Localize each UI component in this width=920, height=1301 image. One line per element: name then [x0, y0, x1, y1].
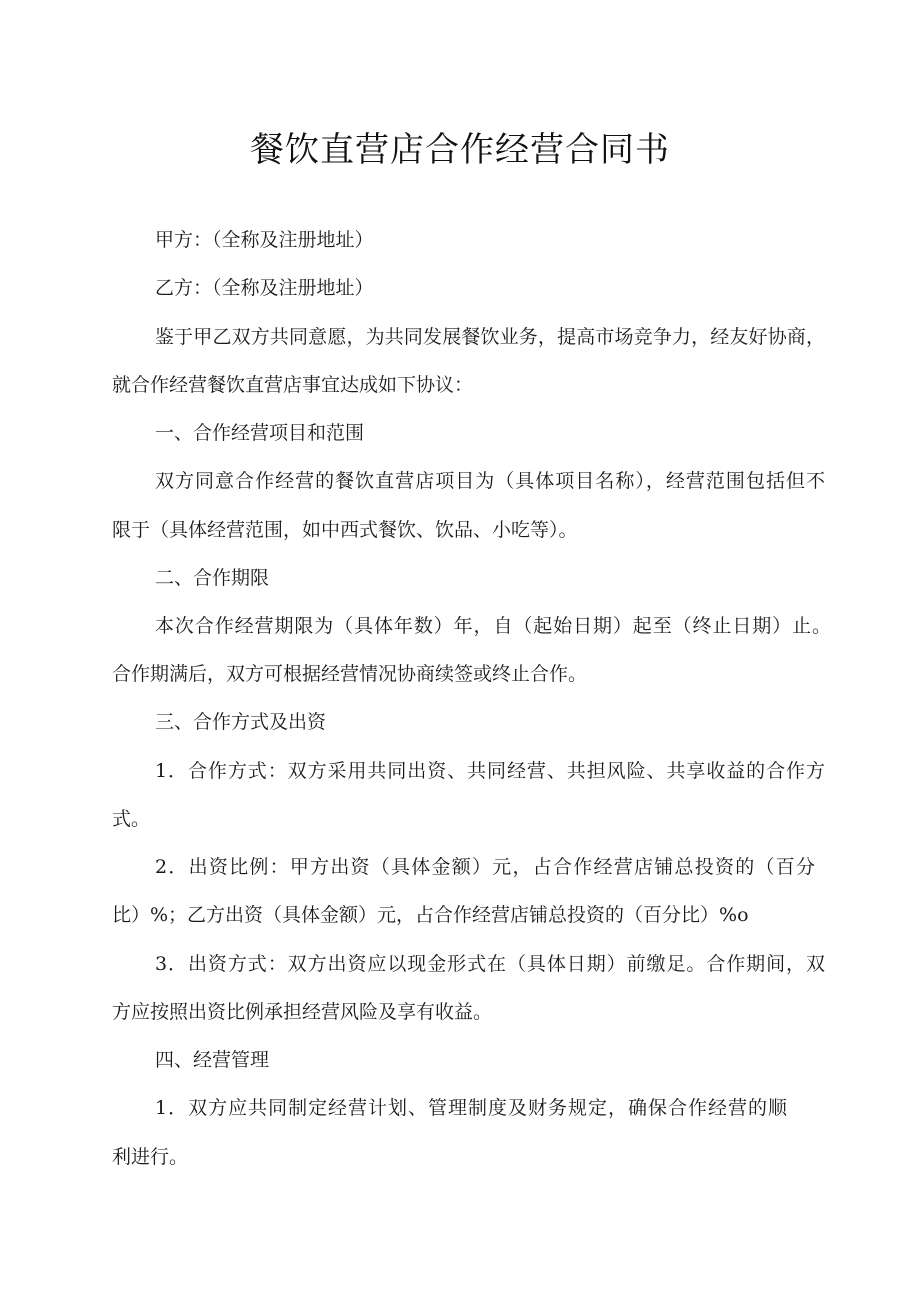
section-3-item-1-line-1: 1．合作方式：双方采用共同出资、共同经营、共担风险、共享收益的合作方: [155, 760, 825, 782]
section-2-line-2: 合作期满后，双方可根据经营情况协商续签或终止合作。: [112, 663, 588, 685]
section-1-heading: 一、合作经营项目和范围: [155, 422, 365, 444]
section-1-line-1: 双方同意合作经营的餐饮直营店项目为（具体项目名称），经营范围包括但不: [155, 470, 825, 492]
section-4-item-1-line-2: 利进行。: [112, 1146, 189, 1168]
party-a-line: 甲方：（全称及注册地址）: [155, 229, 374, 251]
section-4-heading: 四、经营管理: [155, 1049, 270, 1071]
party-b-line: 乙方：（全称及注册地址）: [155, 277, 374, 299]
section-2-heading: 二、合作期限: [155, 567, 270, 589]
section-3-item-2-line-2: 比）%；乙方出资（具体金额）元，占合作经营店铺总投资的（百分比）%o: [112, 904, 749, 926]
section-1-line-2: 限于（具体经营范围，如中西式餐饮、饮品、小吃等）。: [112, 519, 578, 541]
section-3-item-2-line-1: 2．出资比例：甲方出资（具体金额）元，占合作经营店铺总投资的（百分: [155, 856, 815, 878]
section-3-item-1-line-2: 式。: [112, 808, 151, 830]
section-4-item-1-line-1: 1．双方应共同制定经营计划、管理制度及财务规定，确保合作经营的顺: [155, 1097, 787, 1119]
section-2-line-1: 本次合作经营期限为（具体年数）年，自（起始日期）起至（终止日期）止。: [155, 615, 831, 637]
section-3-heading: 三、合作方式及出资: [155, 711, 327, 733]
intro-line-2: 就合作经营餐饮直营店事宜达成如下协议：: [112, 374, 474, 396]
document-title: 餐饮直营店合作经营合同书: [250, 130, 670, 170]
section-3-item-3-line-1: 3．出资方式：双方出资应以现金形式在（具体日期）前缴足。合作期间，双: [155, 953, 825, 975]
section-3-item-3-line-2: 方应按照出资比例承担经营风险及享有收益。: [112, 1001, 493, 1023]
intro-line-1: 鉴于甲乙双方共同意愿，为共同发展餐饮业务，提高市场竞争力，经友好协商，: [155, 326, 825, 348]
